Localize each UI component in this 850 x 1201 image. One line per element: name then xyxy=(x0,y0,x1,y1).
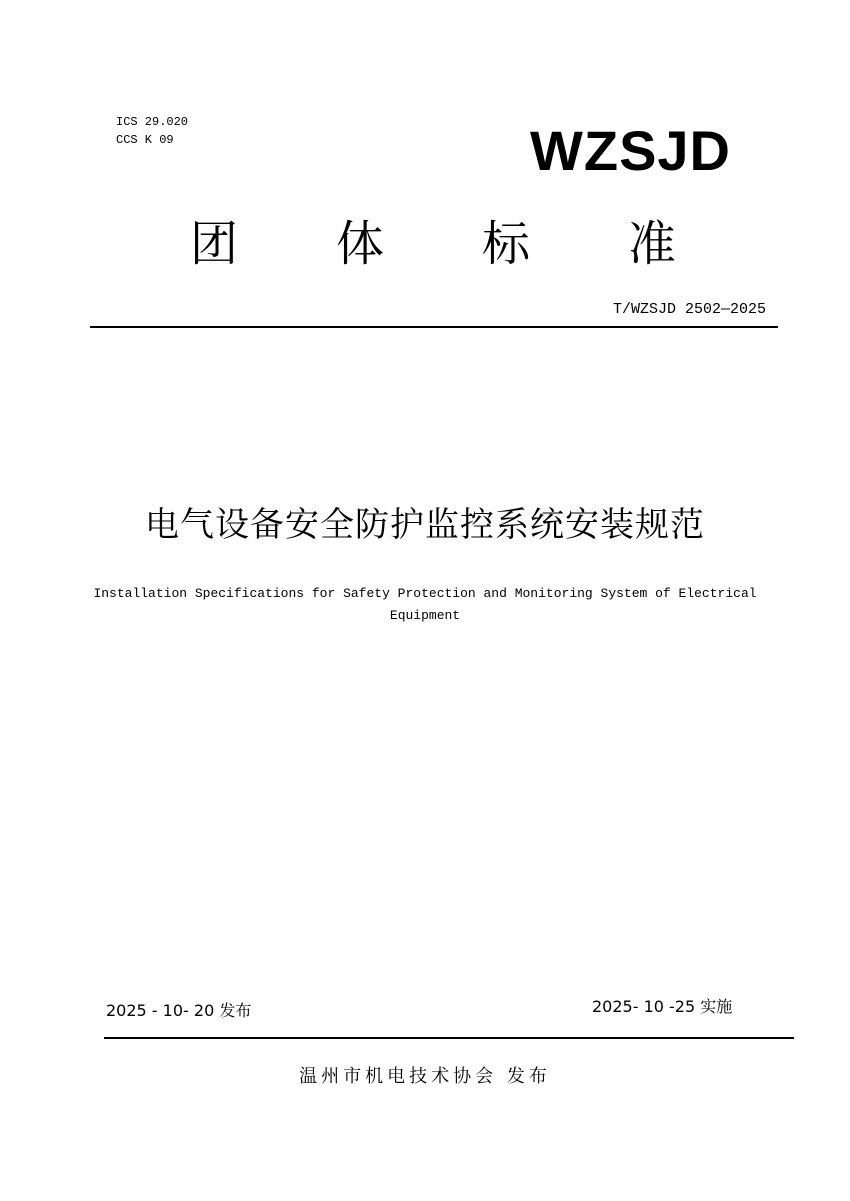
top-divider xyxy=(90,326,778,328)
issue-date: 2025 - 10- 20 发布 xyxy=(106,1001,252,1020)
publisher: 温州市机电技术协会 发布 xyxy=(299,1066,551,1087)
standard-number: T/WZSJD 2502—2025 xyxy=(612,301,766,318)
doc-type-char: 标 xyxy=(482,216,531,272)
title-english: Installation Specifications for Safety Protection and Monitoring System of Electrical Equipment xyxy=(93,586,757,623)
title-chinese: 电气设备安全防护监控系统安装规范 xyxy=(145,505,705,545)
ccs-code: CCS K 09 xyxy=(116,133,174,147)
ics-code: ICS 29.020 xyxy=(116,115,189,129)
implementation-date: 2025- 10 -25 实施 xyxy=(592,997,733,1016)
bottom-divider xyxy=(104,1037,794,1039)
association-logo: WZSJD xyxy=(530,119,731,182)
doc-type-char: 体 xyxy=(336,216,385,272)
doc-type-char: 团 xyxy=(190,216,239,272)
doc-type-char: 准 xyxy=(628,216,677,272)
